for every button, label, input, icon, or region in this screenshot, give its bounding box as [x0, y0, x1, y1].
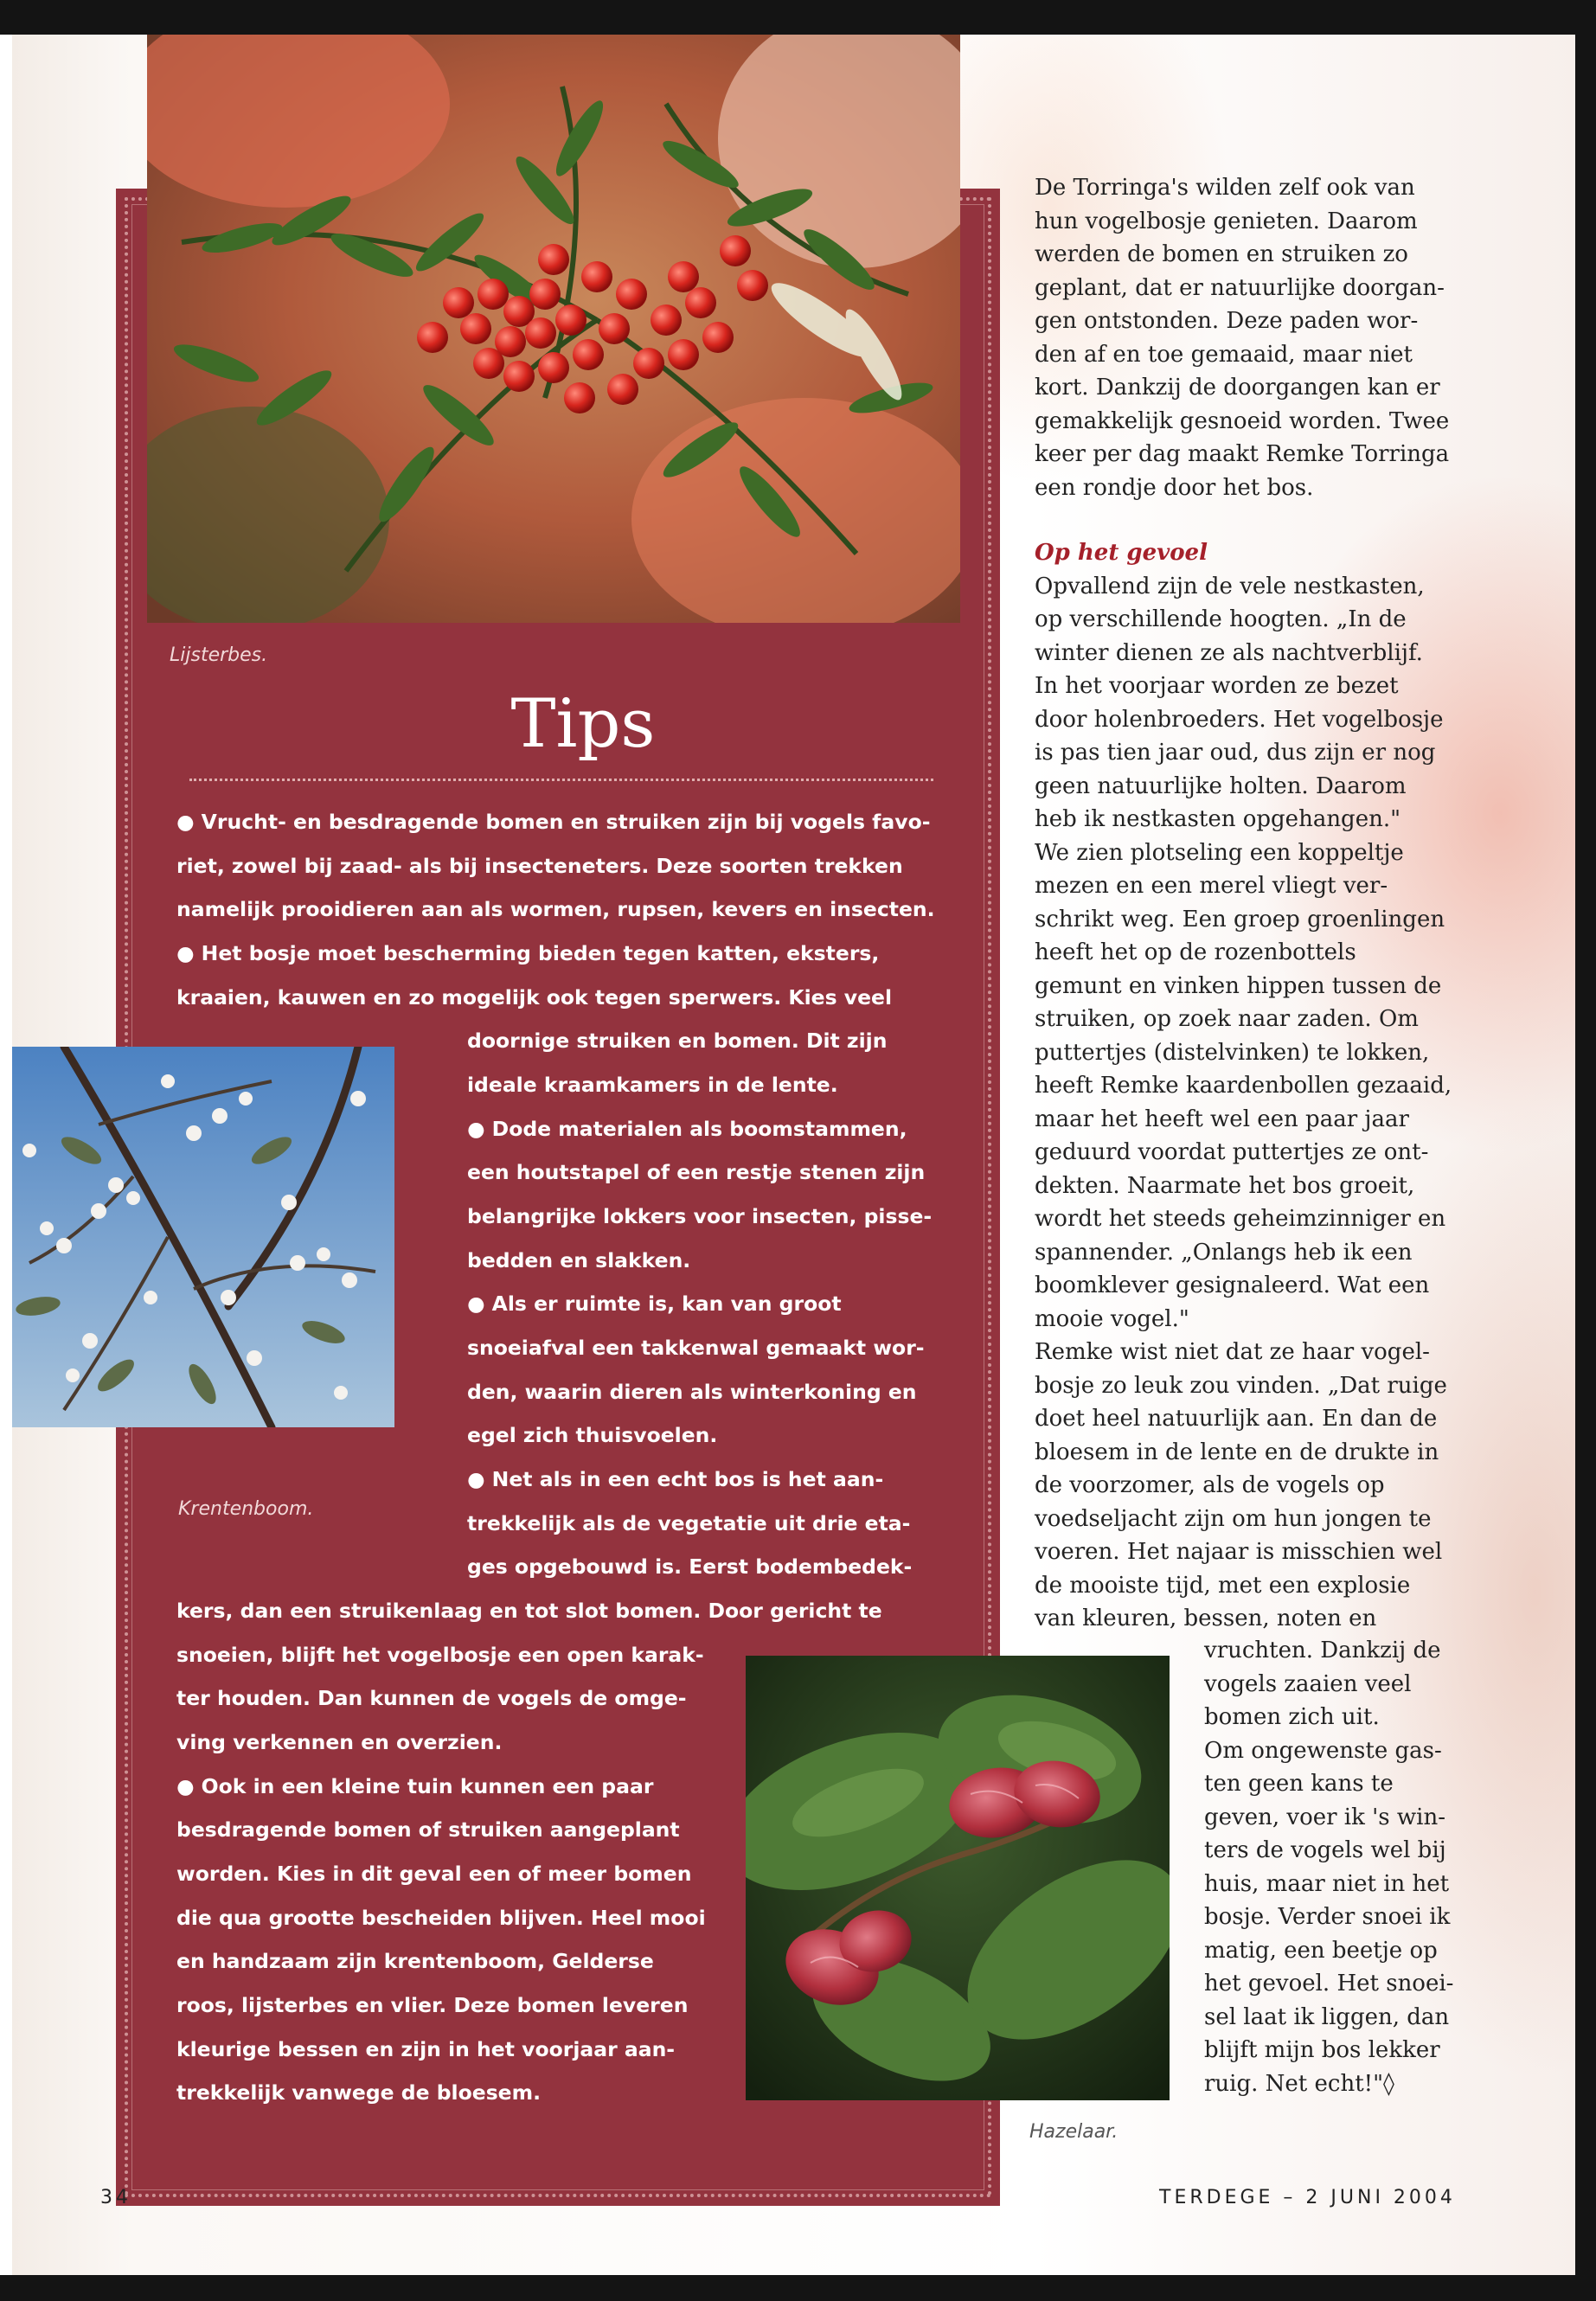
article-line: gemakkelijk gesnoeid worden. Twee — [1035, 407, 1450, 434]
article-line: huis, maar niet in het — [1204, 1870, 1450, 1897]
article-line: doet heel natuurlijk aan. En dan de — [1035, 1406, 1438, 1432]
tips-line: kleurige bessen en zijn in het voorjaar aan- — [176, 2037, 676, 2061]
article-line: de voorzomer, als de vogels op — [1035, 1472, 1385, 1498]
article-line: gen ontstonden. Deze paden wor- — [1035, 308, 1419, 334]
tips-title: Tips — [510, 685, 656, 763]
article-line: de mooiste tijd, met een explosie — [1035, 1572, 1411, 1599]
tips-line: ● Net als in een echt bos is het aan- — [467, 1467, 884, 1491]
article-line: bomen zich uit. — [1204, 1704, 1380, 1730]
article-line: geven, voer ik 's win- — [1204, 1804, 1445, 1830]
article-line: blijft mijn bos lekker — [1204, 2037, 1440, 2063]
hazelaar-caption: Hazelaar. — [1029, 2121, 1118, 2143]
section-heading: Op het gevoel — [1035, 540, 1208, 566]
tips-line: ges opgebouwd is. Eerst bodembedek- — [467, 1554, 913, 1579]
tips-line: riet, zowel bij zaad- als bij insecteneters. Deze soorten trekken — [176, 854, 903, 878]
scan-frame-right — [1575, 0, 1596, 2301]
tips-divider — [189, 779, 933, 781]
tips-line: ● Als er ruimte is, kan van groot — [467, 1292, 842, 1316]
article-line: Opvallend zijn de vele nestkasten, — [1035, 573, 1425, 599]
article-line: boomklever gesignaleerd. Wat een — [1035, 1272, 1430, 1298]
article-line: bloesem in de lente en de drukte in — [1035, 1439, 1439, 1465]
tips-line: ● Het bosje moet bescherming bieden tegen katten, eksters, — [176, 941, 880, 965]
article-line: keer per dag maakt Remke Torringa — [1035, 441, 1450, 467]
lijsterbes-caption: Lijsterbes. — [170, 644, 268, 666]
article-line: maar het heeft wel een paar jaar — [1035, 1106, 1409, 1132]
article-line: ters de vogels wel bij — [1204, 1837, 1446, 1863]
hazelnut-image — [746, 1656, 1170, 2100]
tips-line: een houtstapel of een restje stenen zijn — [467, 1160, 926, 1184]
article-line: een rondje door het bos. — [1035, 474, 1314, 501]
tips-line: doornige struiken en bomen. Dit zijn — [467, 1029, 888, 1053]
article-line: heeft Remke kaardenbollen gezaaid, — [1035, 1073, 1452, 1099]
article-line: voedseljacht zijn om hun jongen te — [1035, 1505, 1432, 1532]
article-line: De Torringa's wilden zelf ook van — [1035, 175, 1415, 201]
serviceberry-blossom-image — [12, 1047, 394, 1427]
tips-line: ● Vrucht- en besdragende bomen en struiken zijn bij vogels favo- — [176, 810, 931, 834]
tips-line: worden. Kies in dit geval een of meer bomen — [176, 1862, 692, 1886]
article-line: het gevoel. Het snoei- — [1204, 1971, 1454, 1997]
article-line: mooie vogel." — [1035, 1305, 1189, 1332]
tips-line: snoeien, blijft het vogelbosje een open karak- — [176, 1643, 704, 1667]
article-line: geplant, dat er natuurlijke doorgan- — [1035, 274, 1445, 301]
article-line: hun vogelbosje genieten. Daarom — [1035, 208, 1418, 234]
tips-line: roos, lijsterbes en vlier. Deze bomen leveren — [176, 1993, 689, 2017]
article-line: We zien plotseling een koppeltje — [1035, 839, 1404, 866]
article-line: sel laat ik liggen, dan — [1204, 2003, 1450, 2030]
hazelaar-photo — [746, 1656, 1170, 2100]
lijsterbes-photo — [147, 35, 960, 623]
rowan-berries-image — [147, 35, 960, 623]
article-line: schrikt weg. Een groep groenlingen — [1035, 906, 1445, 933]
article-line: ten geen kans te — [1204, 1771, 1394, 1797]
article-line: van kleuren, bessen, noten en — [1035, 1606, 1377, 1631]
tips-line: ● Ook in een kleine tuin kunnen een paar — [176, 1774, 654, 1798]
article-line: bosje zo leuk zou vinden. „Dat ruige — [1035, 1372, 1447, 1399]
article-body — [1035, 536, 1452, 1636]
scan-frame-bottom — [0, 2275, 1596, 2301]
article-line: winter dienen ze als nachtverblijf. — [1035, 639, 1423, 666]
krentenboom-caption: Krentenboom. — [178, 1498, 314, 1520]
article-line: wordt het steeds geheimzinniger en — [1035, 1206, 1446, 1232]
krentenboom-photo — [12, 1047, 394, 1427]
magazine-folio: TERDEGE – 2 JUNI 2004 — [1159, 2187, 1456, 2208]
article-line: ruig. Net echt!"◊ — [1204, 2070, 1394, 2097]
tips-line: trekkelijk als de vegetatie uit drie eta- — [467, 1511, 911, 1535]
tips-line: trekkelijk vanwege de bloesem. — [176, 2080, 542, 2105]
article-line: door holenbroeders. Het vogelbosje — [1035, 706, 1444, 733]
article-line: voeren. Het najaar is misschien wel — [1035, 1539, 1443, 1565]
tips-line: namelijk prooidieren aan als wormen, rupsen, kevers en insecten. — [176, 897, 935, 921]
article-line: heb ik nestkasten opgehangen." — [1035, 806, 1401, 832]
tips-line: ● Dode materialen als boomstammen, — [467, 1117, 907, 1141]
tips-line: snoeiafval een takkenwal gemaakt wor- — [467, 1336, 925, 1360]
article-line: kort. Dankzij de doorgangen kan er — [1035, 375, 1440, 401]
article-line: spannender. „Onlangs heb ik een — [1035, 1239, 1413, 1266]
article-line: mezen en een merel vliegt ver- — [1035, 873, 1388, 899]
tips-line: kraaien, kauwen en zo mogelijk ook tegen sperwers. Kies veel — [176, 985, 892, 1009]
article-line: werden de bomen en struiken zo — [1035, 241, 1408, 267]
article-line: vogels zaaien veel — [1204, 1670, 1412, 1697]
scan-frame-top — [0, 0, 1596, 35]
article-line: In het voorjaar worden ze bezet — [1035, 673, 1399, 699]
tips-line: die qua grootte bescheiden blijven. Heel mooi — [176, 1906, 706, 1930]
article-line: is pas tien jaar oud, dus zijn er nog — [1035, 740, 1436, 766]
article-line: matig, een beetje op — [1204, 1937, 1438, 1964]
tips-line: den, waarin dieren als winterkoning en — [467, 1380, 917, 1404]
magazine-page — [12, 35, 1575, 2275]
page-number: 34 — [100, 2187, 131, 2208]
article-intro — [1035, 171, 1449, 504]
tips-line: belangrijke lokkers voor insecten, pisse- — [467, 1204, 933, 1228]
article-narrow — [1204, 1634, 1453, 2100]
article-line: heeft het op de rozenbottels — [1035, 939, 1356, 965]
article-line: geduurd voordat puttertjes ze ont- — [1035, 1139, 1429, 1165]
tips-line: ideale kraamkamers in de lente. — [467, 1073, 838, 1097]
article-line: struiken, op zoek naar zaden. Om — [1035, 1006, 1419, 1032]
tips-line: bedden en slakken. — [467, 1248, 691, 1272]
tips-line: ving verkennen en overzien. — [176, 1730, 503, 1754]
tips-line: kers, dan een struikenlaag en tot slot bomen. Door gericht te — [176, 1599, 882, 1623]
article-line: geen natuurlijke holten. Daarom — [1035, 772, 1407, 799]
tips-line: egel zich thuisvoelen. — [467, 1423, 718, 1447]
article-line: gemunt en vinken hippen tussen de — [1035, 972, 1442, 999]
article-line: Om ongewenste gas- — [1204, 1737, 1442, 1764]
article-line: dekten. Naarmate het bos groeit, — [1035, 1172, 1415, 1199]
article-line: Remke wist niet dat ze haar vogel- — [1035, 1339, 1430, 1365]
tips-line: besdragende bomen of struiken aangeplant — [176, 1817, 680, 1842]
article-line: bosje. Verder snoei ik — [1204, 1904, 1451, 1930]
article-line: puttertjes (distelvinken) te lokken, — [1035, 1039, 1430, 1066]
article-line: den af en toe gemaaid, maar niet — [1035, 341, 1413, 368]
tips-line: en handzaam zijn krentenboom, Gelderse — [176, 1949, 654, 1973]
article-line: vruchten. Dankzij de — [1204, 1638, 1441, 1663]
article-line: op verschillende hoogten. „In de — [1035, 606, 1407, 632]
tips-line: ter houden. Dan kunnen de vogels de omge- — [176, 1686, 687, 1710]
